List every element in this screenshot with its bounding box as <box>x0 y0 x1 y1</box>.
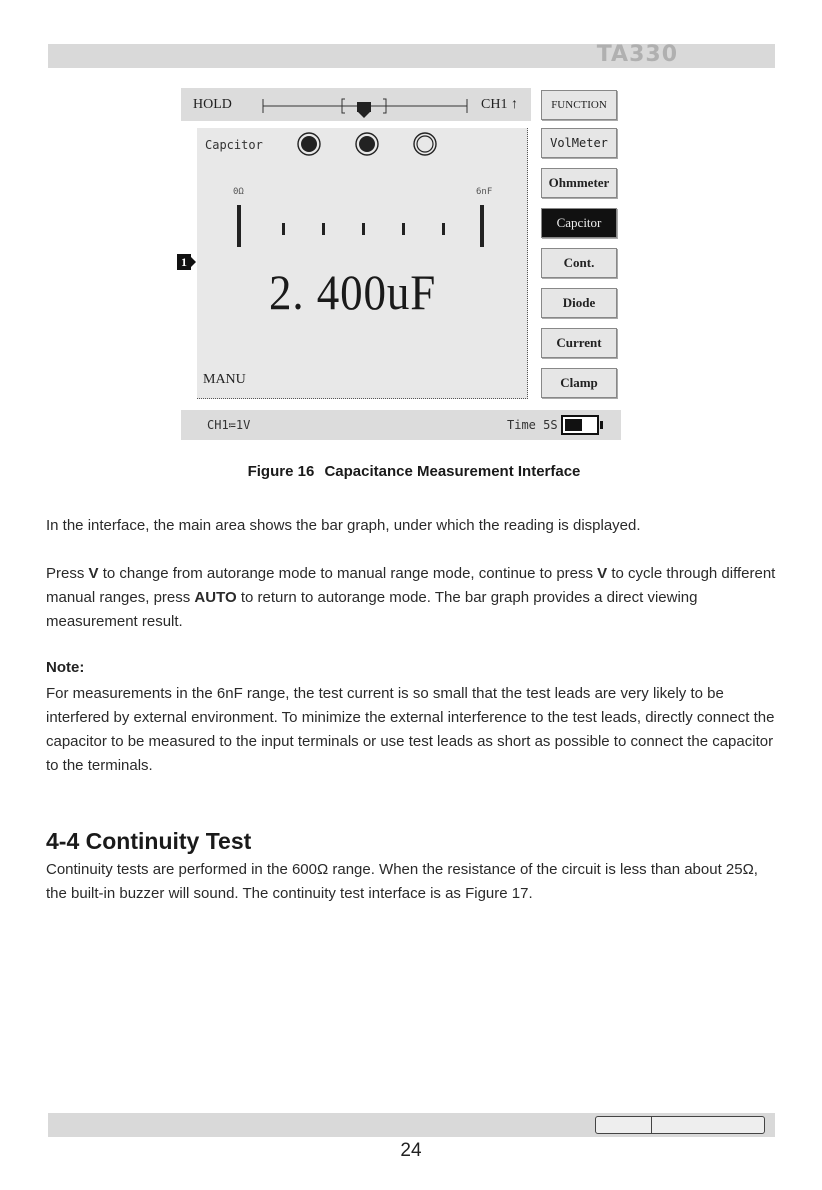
brand-logo: TA330 <box>596 42 678 67</box>
key-v: V <box>88 565 99 582</box>
capacitance-interface-figure <box>181 88 621 440</box>
key-auto: AUTO <box>194 589 237 606</box>
note-heading: Note: <box>46 659 85 676</box>
battery-level-fill <box>565 419 582 431</box>
lcd-display <box>197 128 528 399</box>
footer-progress-box <box>595 1116 765 1134</box>
bar-scale-max: 6nF <box>476 187 493 197</box>
measurement-reading: 2. 400uF <box>269 264 437 320</box>
menu-ohmmeter[interactable]: Ohmmeter <box>541 168 617 198</box>
hold-label: HOLD <box>193 97 232 112</box>
menu-diode[interactable]: Diode <box>541 288 617 318</box>
top-status-bar <box>181 88 531 121</box>
range-indicator-circles <box>293 129 443 159</box>
text-run: to cycle through different manual ranges, press <box>46 565 776 606</box>
channel-scale: CH1≔1V <box>207 418 251 432</box>
mode-title: Capcitor <box>205 138 263 152</box>
text-run: to return to autorange mode. The bar graph provides a direct viewing measurement result. <box>46 589 698 630</box>
battery-nub <box>600 421 603 429</box>
key-v: V <box>597 565 608 582</box>
range-mode-label: MANU <box>203 372 246 387</box>
time-readout: Time 5S <box>507 418 558 432</box>
menu-voltmeter[interactable]: VolMeter <box>541 128 617 158</box>
menu-function-header: FUNCTION <box>541 90 617 120</box>
figure-number: Figure 16 <box>247 463 315 480</box>
bar-scale-min: 0Ω <box>233 187 244 197</box>
channel-indicator: CH1 ↑ <box>481 97 518 112</box>
range-paragraph <box>46 562 776 634</box>
menu-current[interactable]: Current <box>541 328 617 358</box>
battery-icon <box>561 415 599 435</box>
bar-graph <box>227 203 497 253</box>
page-number: 24 <box>400 1140 422 1161</box>
figure-title: Capacitance Measurement Interface <box>324 463 581 480</box>
text-run: Press <box>46 565 89 582</box>
note-paragraph: For measurements in the 6nF range, the test current is so small that the test leads are very likely to be interfered by external environment. To minimize the external interference to the test leads, directly connect the capacitor to be measured to the input terminals or use test leads as short as possible to connect the capacitor to the terminals. <box>46 685 775 774</box>
bottom-status-bar <box>181 410 621 440</box>
text-run: to change from autorange mode to manual range mode, continue to press <box>98 565 598 582</box>
figure-caption <box>0 463 822 480</box>
section-heading: 4-4 Continuity Test <box>46 828 252 854</box>
menu-continuity[interactable]: Cont. <box>541 248 617 278</box>
menu-clamp[interactable]: Clamp <box>541 368 617 398</box>
menu-capacitor[interactable]: Capcitor <box>541 208 617 238</box>
channel-marker: 1 <box>177 254 191 270</box>
intro-paragraph: In the interface, the main area shows the bar graph, under which the reading is displayed. <box>46 517 641 534</box>
trigger-position-slider <box>261 94 471 118</box>
continuity-paragraph: Continuity tests are performed in the 600Ω range. When the resistance of the circuit is less than about 25Ω, the built-in buzzer will sound. The continuity test interface is as Figure 17. <box>46 861 758 902</box>
